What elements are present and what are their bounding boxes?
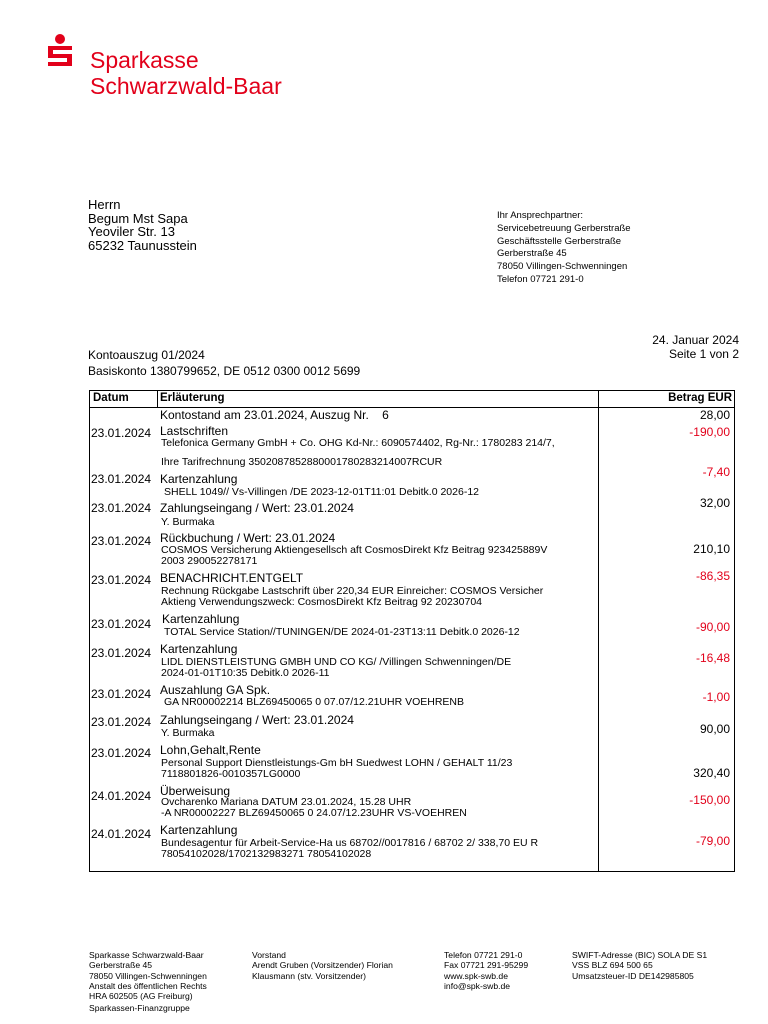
contact-line: Gerberstraße 45 xyxy=(497,248,567,260)
statement-page: Seite 1 von 2 xyxy=(668,347,739,361)
row-amount: 32,00 xyxy=(699,496,730,510)
contact-line: Ihr Ansprechpartner: xyxy=(497,210,584,221)
row-detail: Aktieng Verwendungszweck: CosmosDirekt Kfz Beitrag 92 20230704 xyxy=(161,596,483,608)
footer-line: Anstalt des öffentlichen Rechts xyxy=(89,980,207,991)
row-date: 23.01.2024 xyxy=(91,534,152,548)
row-title: Kartenzahlung xyxy=(162,612,240,626)
opening-statement-number: 6 xyxy=(382,408,389,422)
contact-line: Telefon 07721 291-0 xyxy=(497,273,584,285)
transactions-table xyxy=(89,390,735,872)
row-detail: LIDL DIENSTLEISTUNG GMBH UND CO KG/ /Villingen Schwenningen/DE xyxy=(161,656,512,668)
row-title: Lastschriften xyxy=(160,424,229,438)
row-amount: 90,00 xyxy=(699,722,730,736)
recipient-street: Yeoviler Str. 13 xyxy=(88,224,175,239)
row-detail: Rechnung Rückgabe Lastschrift über 220,34 EUR Einreicher: COSMOS Versicher xyxy=(161,585,544,597)
row-date: 23.01.2024 xyxy=(91,715,152,729)
header-amount: Betrag EUR xyxy=(668,392,732,404)
row-amount: -79,00 xyxy=(695,834,730,848)
logo-line-2: Schwarzwald-Baar xyxy=(90,73,282,99)
recipient-name: Begum Mst Sapa xyxy=(88,210,188,226)
row-date: 23.01.2024 xyxy=(91,501,152,515)
row-detail: GA NR00002214 BLZ69450065 0 07.07/12.21UHR VOEHRENB xyxy=(164,696,465,708)
footer-col-bank xyxy=(89,950,207,1014)
row-detail: Ihre Tarifrechnung 3502087852880001780283214007RCUR xyxy=(161,456,443,468)
footer-line: Telefon 07721 291-0 xyxy=(444,950,523,960)
bank-logo-text xyxy=(90,47,282,99)
sparkasse-logo-icon xyxy=(44,34,76,74)
footer-line: VSS BLZ 694 500 65 xyxy=(572,960,653,971)
row-date: 24.01.2024 xyxy=(91,827,152,841)
contact-line: Servicebetreuung Gerberstraße xyxy=(497,222,631,234)
row-date: 23.01.2024 xyxy=(91,646,152,660)
row-title: Kartenzahlung xyxy=(160,642,238,656)
row-detail: SHELL 1049// Vs-Villingen /DE 2023-12-01T11:01 Debitk.0 2026-12 xyxy=(164,486,480,498)
statement-date-block xyxy=(652,333,739,361)
row-detail: Y. Burmaka xyxy=(161,727,215,739)
row-title: Kartenzahlung xyxy=(160,472,238,486)
contact-line: Geschäftsstelle Gerberstraße xyxy=(497,235,622,247)
row-date: 23.01.2024 xyxy=(91,573,152,587)
statement-title: Kontoauszug 01/2024 xyxy=(88,348,205,362)
opening-label-text: Kontostand am 23.01.2024, Auszug Nr. xyxy=(160,408,369,422)
row-detail: 7118801826-0010357LG0000 xyxy=(161,768,301,780)
statement-header xyxy=(88,347,360,379)
row-title: BENACHRICHT.ENTGELT xyxy=(160,571,304,585)
row-amount: -190,00 xyxy=(689,425,730,439)
row-title: Zahlungseingang / Wert: 23.01.2024 xyxy=(160,501,354,515)
row-detail: -A NR00002227 BLZ69450065 0 24.07/12.23UHR VS-VOEHREN xyxy=(161,807,467,819)
footer-line: Gerberstraße 45 xyxy=(89,960,153,971)
row-detail: Y. Burmaka xyxy=(161,516,215,528)
contact-line: 78050 Villingen-Schwenningen xyxy=(497,261,628,273)
row-amount: 210,10 xyxy=(693,542,730,556)
row-date: 23.01.2024 xyxy=(91,472,152,486)
logo-line-1: Sparkasse xyxy=(90,47,199,73)
recipient-city: 65232 Taunusstein xyxy=(88,237,197,253)
row-amount: -86,35 xyxy=(695,569,730,583)
row-date: 23.01.2024 xyxy=(91,687,152,701)
recipient-address xyxy=(88,198,197,252)
footer-line: HRA 602505 (AG Freiburg) xyxy=(89,991,193,1002)
footer-line: Fax 07721 291-95299 xyxy=(444,960,529,971)
row-date: 23.01.2024 xyxy=(91,746,152,760)
column-divider xyxy=(598,391,599,871)
footer-line: SWIFT-Adresse (BIC) SOLA DE S1 xyxy=(572,950,708,960)
header-description: Erläuterung xyxy=(160,392,225,404)
opening-balance-label xyxy=(160,408,389,422)
row-title: Auszahlung GA Spk. xyxy=(160,683,271,697)
row-amount: -7,40 xyxy=(702,465,730,479)
footer-line: Vorstand xyxy=(252,950,286,960)
statement-date: 24. Januar 2024 xyxy=(652,333,739,347)
row-detail: 2003 290052278171 xyxy=(161,555,258,567)
row-detail: Personal Support Dienstleistungs-Gm bH Suedwest LOHN / GEHALT 11/23 xyxy=(161,757,513,769)
row-detail: Telefonica Germany GmbH + Co. OHG Kd-Nr.: 6090574402, Rg-Nr.: 1780283 214/7, xyxy=(161,437,555,449)
row-title: Zahlungseingang / Wert: 23.01.2024 xyxy=(160,713,354,727)
row-amount: -16,48 xyxy=(695,651,730,665)
row-title: Rückbuchung / Wert: 23.01.2024 xyxy=(160,531,336,545)
row-title: Überweisung xyxy=(160,784,231,798)
row-amount: -90,00 xyxy=(695,620,730,634)
footer-col-contact xyxy=(444,950,528,991)
row-amount: -150,00 xyxy=(689,793,730,807)
opening-balance-amount: 28,00 xyxy=(699,408,730,422)
footer-line: info@spk-swb.de xyxy=(444,980,511,991)
row-amount: -1,00 xyxy=(702,690,730,704)
footer-line: Umsatzsteuer-ID DE142985805 xyxy=(572,970,694,981)
row-date: 23.01.2024 xyxy=(91,617,152,631)
footer-col-board xyxy=(252,950,393,981)
row-detail: Ovcharenko Mariana DATUM 23.01.2024, 15.28 UHR xyxy=(161,796,412,808)
footer-line: Sparkassen-Finanzgruppe xyxy=(89,1003,190,1014)
row-detail: 78054102028/1702132983271 78054102028 xyxy=(161,848,372,860)
row-detail: COSMOS Versicherung Aktiengesellsch aft CosmosDirekt Kfz Beitrag 923425889V xyxy=(161,544,548,556)
row-date: 24.01.2024 xyxy=(91,789,152,803)
footer-line: 78050 Villingen-Schwenningen xyxy=(89,970,207,981)
recipient-salutation: Herrn xyxy=(88,197,121,212)
row-detail: TOTAL Service Station//TUNINGEN/DE 2024-01-23T13:11 Debitk.0 2026-12 xyxy=(164,626,520,638)
account-info: Basiskonto 1380799652, DE 0512 0300 0012 5699 xyxy=(88,364,361,378)
footer-line: www.spk-swb.de xyxy=(444,970,508,981)
header-date: Datum xyxy=(93,392,129,404)
footer-line: Klausmann (stv. Vorsitzender) xyxy=(252,970,366,981)
row-detail: 2024-01-01T10:35 Debitk.0 2026-11 xyxy=(161,667,330,679)
row-title: Lohn,Gehalt,Rente xyxy=(160,743,261,757)
contact-block xyxy=(497,210,631,287)
footer-line: Arendt Gruben (Vorsitzender) Florian xyxy=(252,960,393,971)
row-date: 23.01.2024 xyxy=(91,426,152,440)
row-detail: Bundesagentur für Arbeit-Service-Ha us 68702//0017816 / 68702 2/ 338,70 EU R xyxy=(161,837,539,849)
footer-col-bank-ids xyxy=(572,950,707,981)
column-divider xyxy=(157,391,158,407)
row-title: Kartenzahlung xyxy=(160,823,238,837)
footer-line: Sparkasse Schwarzwald-Baar xyxy=(89,950,204,960)
row-amount: 320,40 xyxy=(693,766,730,780)
